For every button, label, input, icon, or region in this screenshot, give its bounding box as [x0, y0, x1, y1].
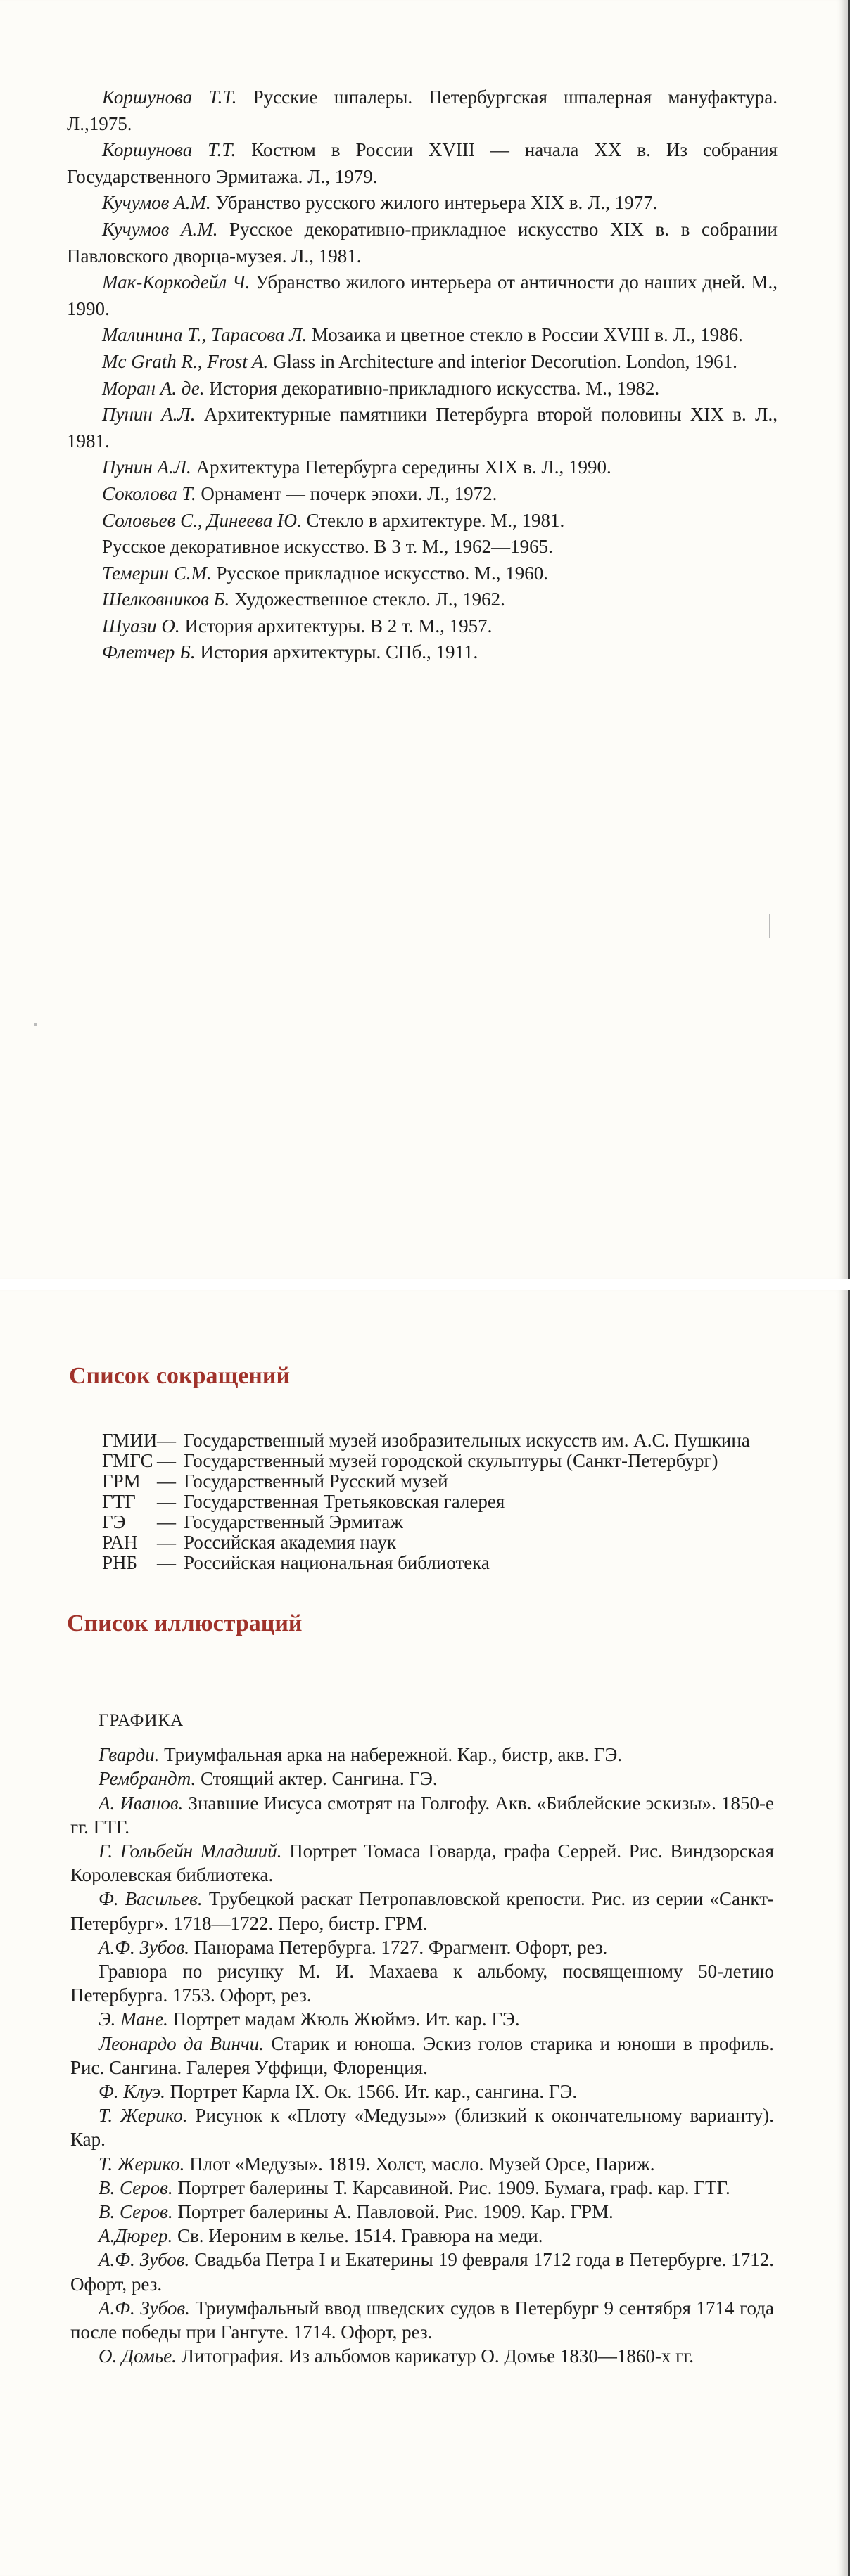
abbreviation-key: ГТГ	[102, 1491, 136, 1512]
abbreviation-row	[102, 1532, 792, 1553]
entry-text: Мозаика и цветное стекло в России XVIII в. Л., 1986.	[307, 324, 743, 346]
entry-author: Mc Grath R., Frost A.	[102, 350, 269, 372]
entry-author: Малинина Т., Тарасова Л.	[102, 324, 307, 346]
abbreviation-row	[102, 1451, 792, 1471]
bibliography-entry	[67, 349, 778, 376]
page-gap	[0, 1279, 850, 1290]
abbreviation-definition: Российская академия наук	[184, 1532, 397, 1553]
entry-author: Мак-Коркодейл Ч.	[102, 271, 250, 293]
illustration-text: Портрет мадам Жюль Жюймэ. Ит. кар. ГЭ.	[167, 2008, 520, 2030]
illustration-author: А.Ф. Зубов.	[99, 2297, 190, 2319]
scan-mark	[769, 914, 770, 938]
abbreviation-dash: —	[157, 1552, 176, 1573]
illustration-entry	[70, 2080, 774, 2103]
abbreviation-row	[102, 1430, 792, 1451]
illustration-author: Гварди.	[99, 1744, 160, 1766]
bibliography-entry	[67, 613, 778, 640]
illustration-entry	[70, 2200, 774, 2224]
illustration-entry	[70, 2103, 774, 2151]
illustration-text: Свадьба Петра I и Екатерины 19 февраля 1712 года в Петербурге. 1712. Офорт, рез.	[70, 2249, 774, 2295]
entry-author: Моран А. де.	[102, 377, 205, 399]
bibliography-entry	[67, 454, 778, 481]
entry-text: Убранство русского жилого интерьера XIX в. Л., 1977.	[210, 192, 658, 214]
illustration-text: Плот «Медузы». 1819. Холст, масло. Музей Орсе, Париж.	[184, 2153, 655, 2174]
illustration-author: Леонардо да Винчи.	[99, 2032, 264, 2054]
entry-text: Glass in Architecture and interior Decorution. London, 1961.	[268, 350, 737, 372]
entry-author: Кучумов А.М.	[102, 192, 211, 214]
illustration-author: Т. Жерико.	[99, 2153, 185, 2174]
illustration-author: А.Ф. Зубов.	[99, 1936, 190, 1958]
illustration-text: Портрет балерины А. Павловой. Рис. 1909. Кар. ГРМ.	[172, 2201, 614, 2223]
bibliography-entry	[67, 269, 778, 322]
bibliography-entry	[67, 137, 778, 190]
illustration-text: Старик и юноша. Эскиз голов старика и юноши в профиль. Рис. Сангина. Галерея Уффици, Флоренция.	[70, 2032, 774, 2078]
bibliography-entry	[67, 217, 778, 269]
abbreviation-key: ГМГС	[102, 1450, 153, 1471]
abbreviation-dash: —	[157, 1532, 176, 1553]
abbreviation-definition: Государственный музей изобразительных искусств им. А.С. Пушкина	[184, 1430, 750, 1451]
abbreviation-key: ГМИИ	[102, 1430, 158, 1451]
bibliography-entry	[67, 481, 778, 508]
bibliography-entry	[67, 84, 778, 137]
illustration-author: Ф. Васильев.	[99, 1888, 203, 1910]
illustration-text: Портрет балерины Т. Карсавиной. Рис. 1909. Бумага, граф. кар. ГТГ.	[172, 2177, 730, 2198]
bibliography-list	[67, 84, 778, 666]
abbreviation-definition: Государственный Русский музей	[184, 1470, 448, 1492]
entry-text: Убранство жилого интерьера от античности до наших дней. М., 1990.	[67, 271, 778, 319]
illustration-text: Знавшие Иисуса смотрят на Голгофу. Акв. «Библейские эскизы». 1850-е гг. ГТГ.	[70, 1792, 774, 1838]
illustration-text: Триумфальный ввод шведских судов в Петербург 9 сентября 1714 года после победы при Гангуте. 1714. Офорт, рез.	[70, 2297, 774, 2343]
abbreviation-dash: —	[157, 1470, 176, 1492]
illustrations-title: Список иллюстраций	[67, 1610, 303, 1636]
bibliography-entry	[67, 587, 778, 613]
illustration-entry	[70, 1791, 774, 1839]
entry-text: Художественное стекло. Л., 1962.	[229, 589, 505, 610]
illustration-entry	[70, 1887, 774, 1935]
bibliography-entry	[67, 402, 778, 454]
illustration-entry	[70, 1743, 774, 1767]
illustration-entry	[70, 2248, 774, 2295]
top-page	[0, 0, 850, 1279]
bibliography-entry	[67, 560, 778, 587]
abbreviation-key: ГРМ	[102, 1470, 141, 1492]
entry-author: Коршунова Т.Т.	[102, 139, 236, 161]
entry-author: Соколова Т.	[102, 482, 196, 504]
abbreviation-definition: Государственная Третьяковская галерея	[184, 1491, 505, 1512]
illustration-text: Трубецкой раскат Петропавловской крепости. Рис. из серии «Санкт-Петербург». 1718—1722. Перо, бистр. ГРМ.	[70, 1888, 774, 1934]
entry-author: Флетчер Б.	[102, 641, 196, 663]
illustrations-list	[70, 1709, 774, 2368]
illustration-entry	[70, 2176, 774, 2200]
entry-author: Соловьев С., Динеева Ю.	[102, 509, 302, 531]
entry-text: Русское прикладное искусство. М., 1960.	[211, 562, 548, 584]
illustration-author: Т. Жерико.	[99, 2105, 188, 2127]
entry-text: История архитектуры. В 2 т. М., 1957.	[179, 615, 493, 636]
illustration-entry	[70, 2296, 774, 2344]
illustration-text: Литография. Из альбомов карикатур О. Домье 1830—1860-х гг.	[176, 2345, 694, 2367]
entry-author: Коршунова Т.Т.	[102, 86, 237, 108]
illustration-author: В. Серов.	[99, 2177, 173, 2198]
illustration-author: Рембрандт.	[99, 1768, 196, 1790]
illustration-entry	[70, 1935, 774, 1959]
abbreviation-row	[102, 1512, 792, 1532]
bibliography-entry	[67, 322, 778, 349]
illustration-entry	[70, 1959, 774, 2007]
entry-author: Темерин С.М.	[102, 562, 212, 584]
bibliography-entry	[67, 534, 778, 560]
abbreviation-dash: —	[157, 1511, 176, 1532]
illustration-author: А.Дюрер.	[99, 2225, 173, 2247]
abbreviation-definition: Государственный Эрмитаж	[184, 1511, 403, 1532]
abbreviations-list	[102, 1430, 792, 1573]
entry-text: Русские шпалеры. Петербургская шпалерная мануфактура. Л.,1975.	[67, 86, 778, 134]
entry-author: Кучумов А.М.	[102, 218, 218, 240]
illustration-text: Св. Иероним в келье. 1514. Гравюра на меди.	[172, 2225, 543, 2247]
illustration-author: А.Ф. Зубов.	[99, 2249, 190, 2271]
entry-author: Шелковников Б.	[102, 589, 230, 610]
bibliography-entry	[67, 376, 778, 402]
bibliography-entry	[67, 190, 778, 217]
illustration-author: В. Серов.	[99, 2201, 173, 2223]
illustration-text: Портрет Томаса Говарда, графа Серрей. Рис. Виндзорская Королевская библиотека.	[70, 1840, 774, 1886]
entry-text: История архитектуры. СПб., 1911.	[195, 641, 478, 663]
illustration-entry	[70, 2224, 774, 2248]
abbreviation-key: РНБ	[102, 1552, 138, 1573]
illustration-text: Гравюра по рисунку М. И. Махаева к альбому, посвященному 50-летию Петербурга. 1753. Офорт, рез.	[70, 1961, 774, 2006]
illustration-text: Панорама Петербурга. 1727. Фрагмент. Офорт, рез.	[189, 1936, 608, 1958]
bibliography-entry	[67, 639, 778, 666]
scan-mark	[34, 1023, 37, 1026]
entry-text: История декоративно-прикладного искусства. М., 1982.	[204, 377, 660, 399]
illustration-author: Э. Мане.	[99, 2008, 168, 2030]
entry-text: Орнамент — почерк эпохи. Л., 1972.	[196, 482, 497, 504]
illustration-author: Г. Гольбейн Младший.	[99, 1840, 282, 1862]
entry-text: Архитектура Петербурга середины XIX в. Л., 1990.	[191, 456, 611, 478]
illustration-text: Портрет Карла IX. Ок. 1566. Ит. кар., сангина. ГЭ.	[165, 2081, 578, 2103]
abbreviation-key: ГЭ	[102, 1511, 126, 1532]
abbreviation-dash: —	[157, 1491, 176, 1512]
illustration-text: Стоящий актер. Сангина. ГЭ.	[196, 1768, 438, 1790]
entry-text: Архитектурные памятники Петербурга второй половины XIX в. Л., 1981.	[67, 404, 778, 451]
abbreviation-key: РАН	[102, 1532, 138, 1553]
illustration-text: Триумфальная арка на набережной. Кар., бистр, акв. ГЭ.	[159, 1744, 623, 1766]
abbreviations-title: Список сокращений	[69, 1363, 291, 1389]
abbreviation-definition: Российская национальная библиотека	[184, 1552, 490, 1573]
abbreviation-row	[102, 1492, 792, 1512]
illustration-entry	[70, 2344, 774, 2368]
illustration-entry	[70, 2007, 774, 2031]
abbreviation-dash: —	[157, 1450, 176, 1471]
entry-text: Русское декоративно-прикладное искусство XIX в. в собрании Павловского дворца-музея. Л., 1981.	[67, 218, 778, 267]
illustration-author: О. Домье.	[99, 2345, 177, 2367]
illustration-author: А. Иванов.	[99, 1792, 184, 1814]
entry-text: Русское декоративное искусство. В 3 т. М., 1962—1965.	[102, 536, 553, 558]
illustration-entry	[70, 2032, 774, 2080]
illustration-entry	[70, 1839, 774, 1887]
abbreviation-definition: Государственный музей городской скульптуры (Санкт-Петербург)	[184, 1450, 718, 1471]
illustration-entry	[70, 1767, 774, 1790]
illustration-entry	[70, 2152, 774, 2176]
illustration-text: Рисунок к «Плоту «Медузы»» (близкий к окончательному варианту). Кар.	[70, 2105, 774, 2151]
entry-author: Пунин А.Л.	[102, 404, 196, 425]
bibliography-entry	[67, 508, 778, 534]
abbreviation-row	[102, 1471, 792, 1492]
illustrations-subtitle: ГРАФИКА	[99, 1711, 184, 1730]
illustration-author: Ф. Клуэ.	[99, 2081, 165, 2103]
abbreviation-row	[102, 1553, 792, 1573]
abbreviation-dash: —	[157, 1430, 176, 1451]
entry-text: Костюм в России XVIII — начала XX в. Из собрания Государственного Эрмитажа. Л., 1979.	[67, 139, 778, 187]
entry-author: Шуази О.	[102, 615, 180, 636]
entry-text: Стекло в архитектуре. М., 1981.	[301, 509, 565, 531]
entry-author: Пунин А.Л.	[102, 456, 191, 478]
